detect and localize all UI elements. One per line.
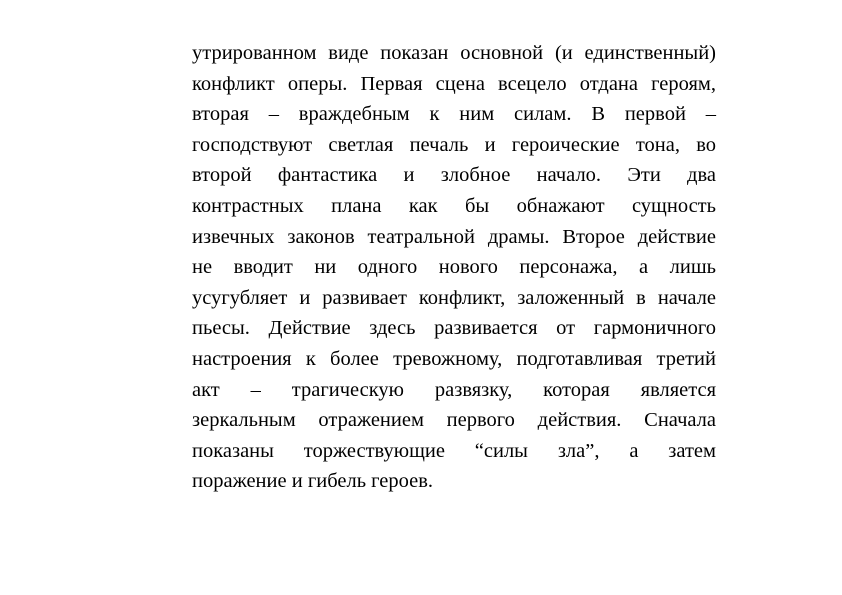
text-line: поражение и гибель героев. [192,470,434,493]
text-line: пьесы. Действие здесь развивается от гармоничного [192,317,716,340]
text-line: вторая – враждебным к ним силам. В первой – [192,103,716,126]
text-line: акт – трагическую развязку, которая является [192,378,716,401]
text-line: настроения к более тревожному, подготавливая третий [192,347,716,370]
text-line: зеркальным отражением первого действия. Сначала [192,409,716,432]
text-line: утрированном виде показан основной (и единственный) [192,42,716,64]
text-line: показаны торжествующие “силы зла”, а затем [192,439,716,462]
text-line: контрастных плана как бы обнажают сущность [192,194,716,217]
text-line: господствуют светлая печаль и героические тона, во [192,133,716,156]
text-line: извечных законов театральной драмы. Второе действие [192,225,716,248]
body-paragraph [192,38,716,497]
text-line: второй фантастика и злобное начало. Эти два [192,164,716,187]
text-line: не вводит ни одного нового персонажа, а лишь [192,256,716,279]
text-line: усугубляет и развивает конфликт, заложенный в начале [192,286,716,309]
text-line: конфликт оперы. Первая сцена всецело отдана героям, [192,72,716,95]
